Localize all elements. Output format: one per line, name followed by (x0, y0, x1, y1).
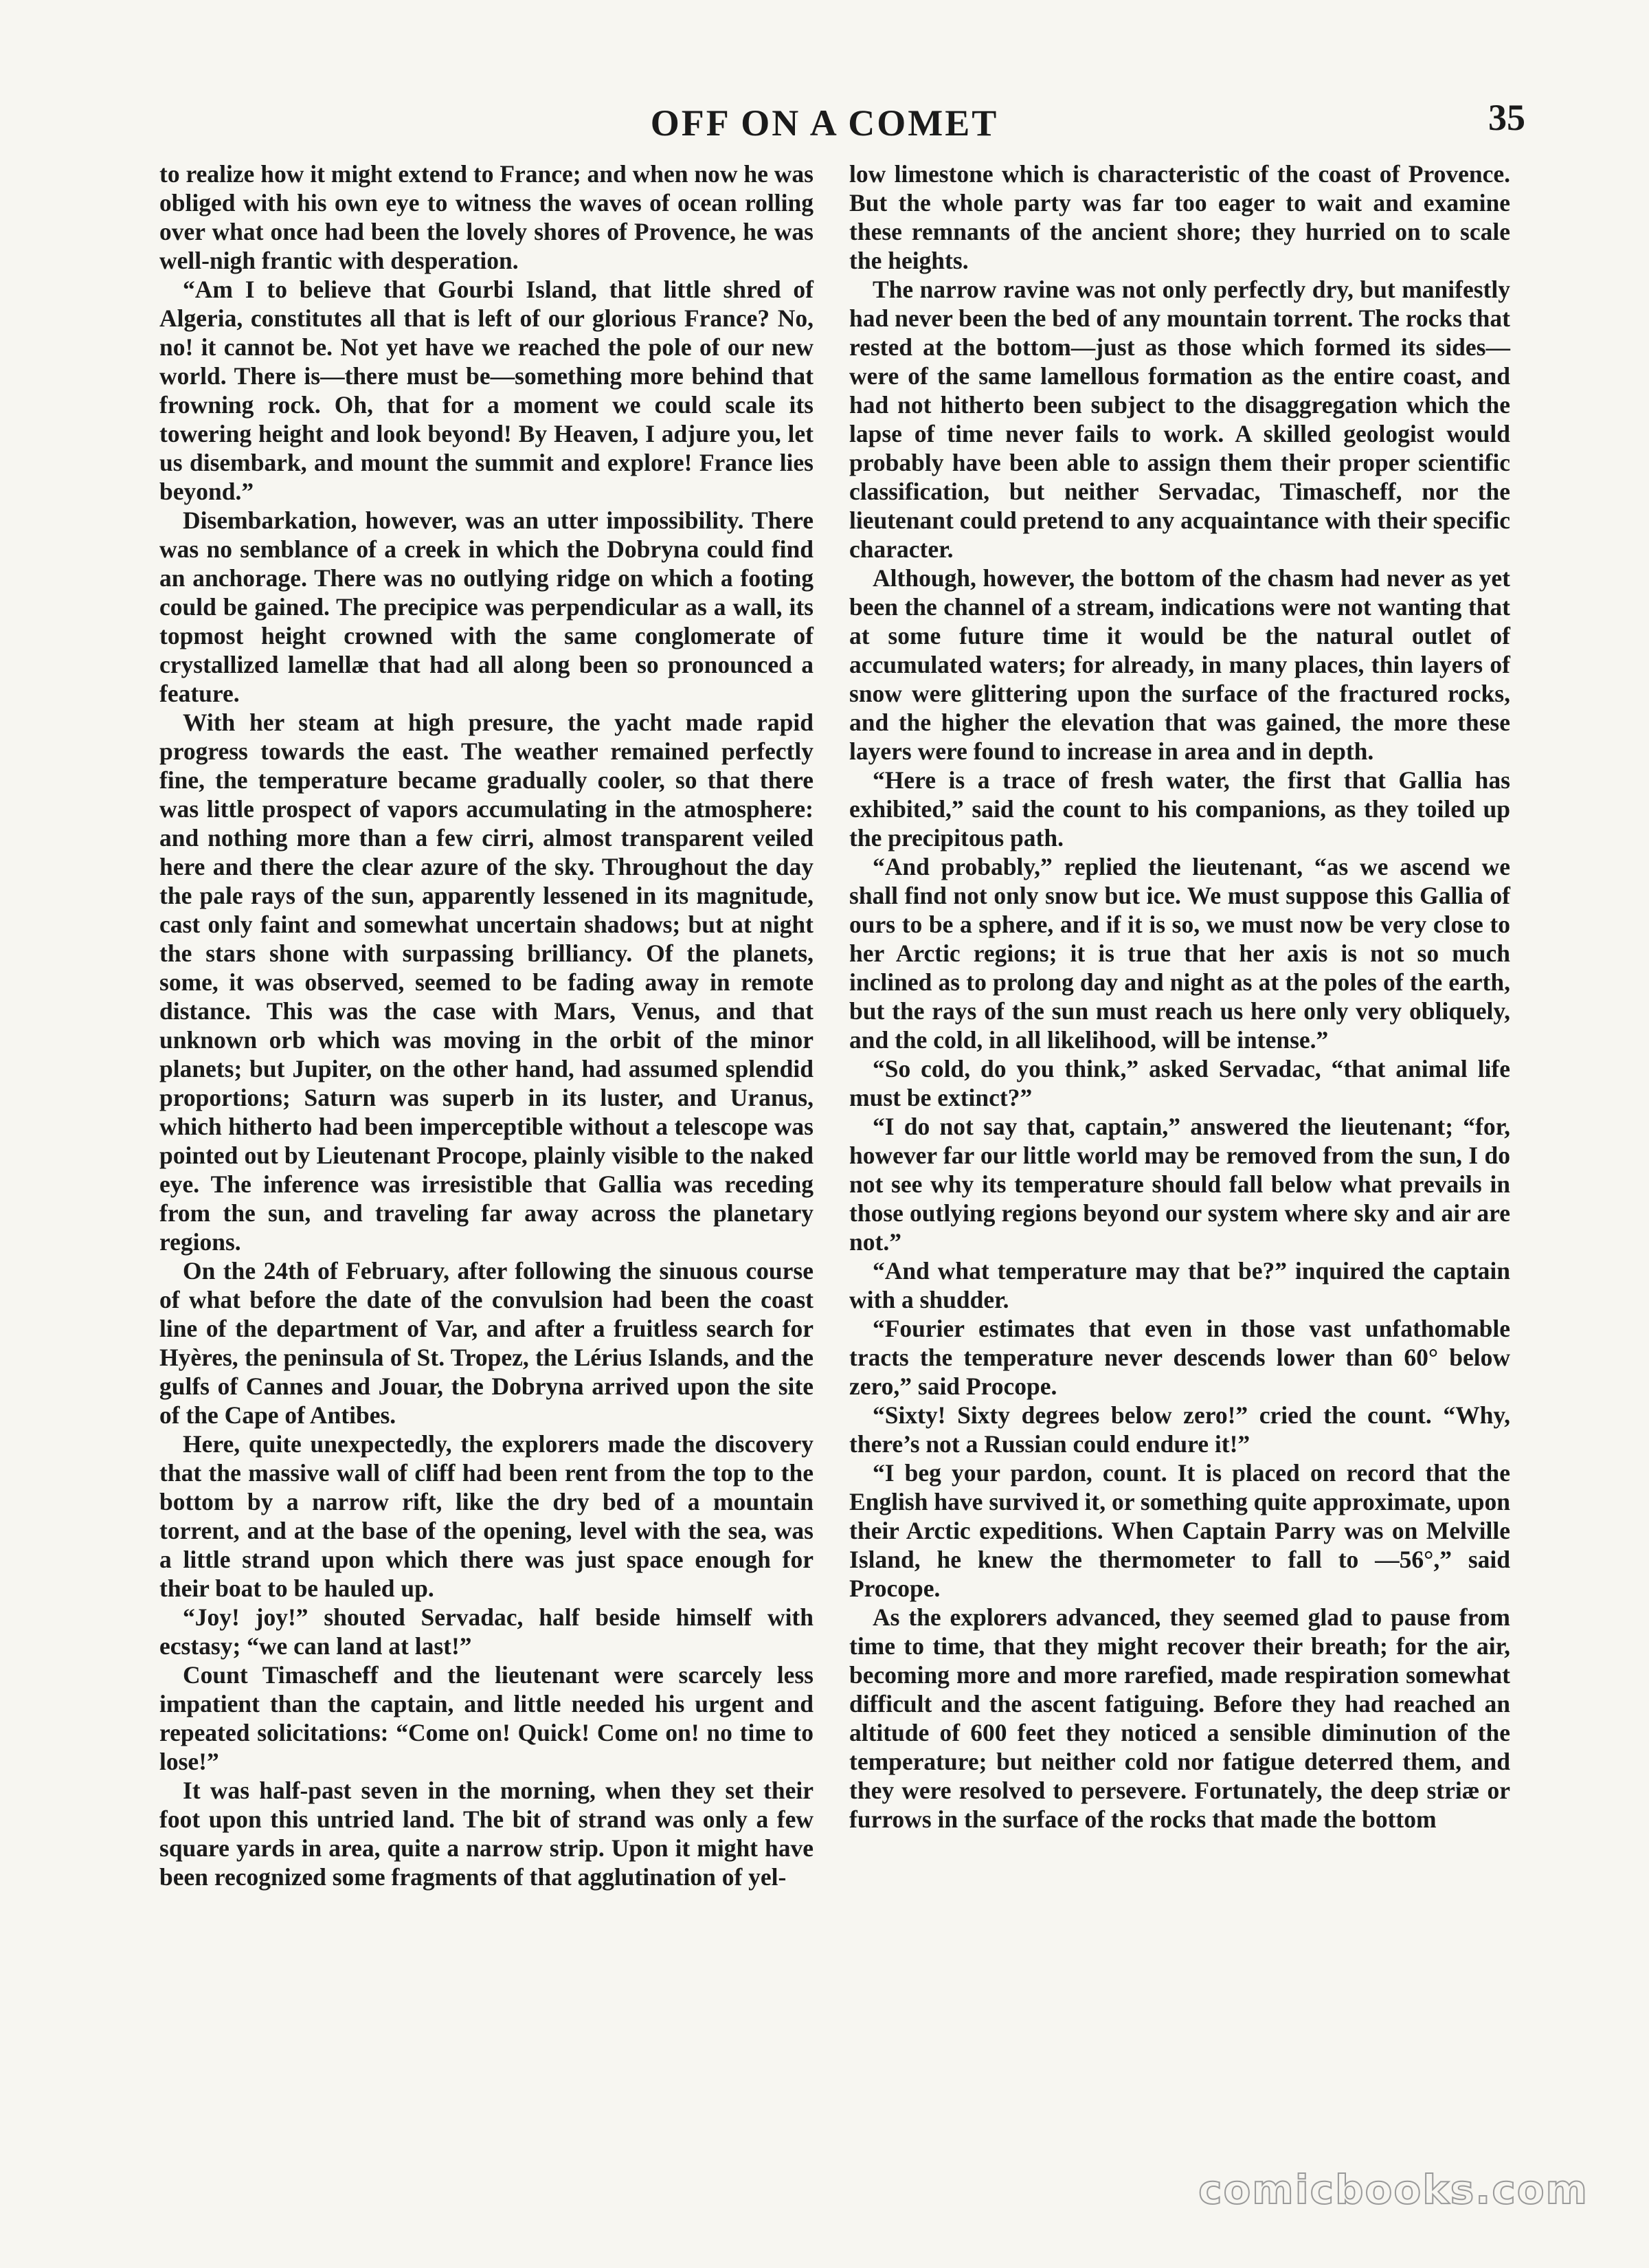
page-number: 35 (1488, 97, 1525, 138)
paragraph: “And what temperature may that be?” inquired the captain with a shudder. (849, 1257, 1510, 1313)
paragraph: Count Timascheff and the lieutenant were scarcely less impatient than the captain, and little needed his urgent and repeated solicitations: “Come on! Quick! Come on! no time to lose!” (159, 1661, 814, 1775)
paragraph: “Joy! joy!” shouted Servadac, half beside himself with ecstasy; “we can land at last!” (159, 1603, 814, 1660)
paragraph: Here, quite unexpectedly, the explorers made the discovery that the massive wall of cliff had been rent from the top to the bottom by a narrow rift, like the dry bed of a mountain torrent, and at the base of the opening, level with the sea, was a little strand upon which there was just space enough for their boat to be hauled up. (159, 1430, 814, 1602)
paragraph: “Fourier estimates that even in those vast unfathomable tracts the temperature never descends lower than 60° below zero,” said Procope. (849, 1315, 1510, 1400)
paragraph: It was half-past seven in the morning, when they set their foot upon this untried land. The bit of strand was only a few square yards in area, quite a narrow strip. Upon it might have been recognized some fragments of that agglutination of yel- (159, 1777, 814, 1891)
paragraph: “Here is a trace of fresh water, the first that Gallia has exhibited,” said the count to his companions, as they toiled up the precipitous path. (849, 766, 1510, 852)
right-column (849, 159, 1510, 1834)
paragraph: Although, however, the bottom of the chasm had never as yet been the channel of a stream, indications were not wanting that at some future time it would be the natural outlet of accumulated waters; for already, in many places, thin layers of snow were glittering upon the surface of the fractured rocks, and the higher the elevation that was gained, the more these layers were found to increase in area and in depth. (849, 564, 1510, 765)
paragraph: low limestone which is characteristic of the coast of Provence. But the whole party was far too eager to wait and examine these remnants of the ancient shore; they hurried on to scale the heights. (849, 160, 1510, 274)
paragraph: “I do not say that, captain,” answered the lieutenant; “for, however far our little world may be removed from the sun, I do not see why its temperature should fall below what prevails in those outlying regions beyond our system where sky and air are not.” (849, 1113, 1510, 1256)
paragraph: “I beg your pardon, count. It is placed on record that the English have survived it, or something quite approximate, upon their Arctic expeditions. When Captain Parry was on Melville Island, he knew the thermometer to fall to —56°,” said Procope. (849, 1459, 1510, 1602)
watermark: comicbooks.com (1198, 2166, 1589, 2213)
paragraph: “Am I to believe that Gourbi Island, that little shred of Algeria, constitutes all that is left of our glorious France? No, no! it cannot be. Not yet have we reached the pole of our new world. There is—there must be—something more behind that frowning rock. Oh, that for a moment we could scale its towering height and look beyond! By Heaven, I adjure you, let us disembark, and mount the summit and explore! France lies beyond.” (159, 276, 814, 505)
paragraph: With her steam at high presure, the yacht made rapid progress towards the east. The weather remained perfectly fine, the temperature became gradually cooler, so that there was little prospect of vapors accumulating in the atmosphere: and nothing more than a few cirri, almost transparent veiled here and there the clear azure of the sky. Throughout the day the pale rays of the sun, apparently lessened in its magnitude, cast only faint and somewhat uncertain shadows; but at night the stars shone with surpassing brilliancy. Of the planets, some, it was observed, seemed to be fading away in remote distance. This was the case with Mars, Venus, and that unknown orb which was moving in the orbit of the minor planets; but Jupiter, on the other hand, had assumed splendid proportions; Saturn was superb in its luster, and Uranus, which hitherto had been imperceptible without a telescope was pointed out by Lieutenant Procope, plainly visible to the naked eye. The inference was irresistible that Gallia was receding from the sun, and traveling far away across the planetary regions. (159, 709, 814, 1256)
left-column (159, 159, 814, 1891)
paragraph: to realize how it might extend to France; and when now he was obliged with his own eye to witness the waves of ocean rolling over what once had been the lovely shores of Provence, he was well-nigh frantic with desperation. (159, 160, 814, 274)
paragraph: On the 24th of February, after following the sinuous course of what before the date of the convulsion had been the coast line of the department of Var, and after a fruitless search for Hyères, the peninsula of St. Tropez, the Lérius Islands, and the gulfs of Cannes and Jouar, the Dobryna arrived upon the site of the Cape of Antibes. (159, 1257, 814, 1429)
paragraph: Disembarkation, however, was an utter impossibility. There was no semblance of a creek in which the Dobryna could find an anchorage. There was no outlying ridge on which a footing could be gained. The precipice was perpendicular as a wall, its topmost height crowned with the same conglomerate of crystallized lamellæ that had all along been so pronounced a feature. (159, 507, 814, 707)
paragraph: “So cold, do you think,” asked Servadac, “that animal life must be extinct?” (849, 1055, 1510, 1111)
running-title: OFF ON A COMET (650, 102, 999, 144)
paragraph: “Sixty! Sixty degrees below zero!” cried the count. “Why, there’s not a Russian could endure it!” (849, 1401, 1510, 1458)
paragraph: As the explorers advanced, they seemed glad to pause from time to time, that they might recover their breath; for the air, becoming more and more rarefied, made respiration somewhat difficult and the ascent fatiguing. Before they had reached an altitude of 600 feet they noticed a sensible diminution of the temperature; but neither cold nor fatigue deterred them, and they were resolved to persevere. Fortunately, the deep striæ or furrows in the surface of the rocks that made the bottom (849, 1603, 1510, 1833)
paragraph: The narrow ravine was not only perfectly dry, but manifestly had never been the bed of any mountain torrent. The rocks that rested at the bottom—just as those which formed its sides—were of the same lamellous formation as the entire coast, and had not hitherto been subject to the disaggregation which the lapse of time never fails to work. A skilled geologist would probably have been able to assign them their proper scientific classification, but neither Servadac, Timascheff, nor the lieutenant could pretend to any acquaintance with their specific character. (849, 276, 1510, 563)
paragraph: “And probably,” replied the lieutenant, “as we ascend we shall find not only snow but ice. We must suppose this Gallia of ours to be a sphere, and if it is so, we must now be very close to her Arctic regions; it is true that her axis is not so much inclined as to prolong day and night as at the poles of the earth, but the rays of the sun must reach us here only very obliquely, and the cold, in all likelihood, will be intense.” (849, 853, 1510, 1054)
